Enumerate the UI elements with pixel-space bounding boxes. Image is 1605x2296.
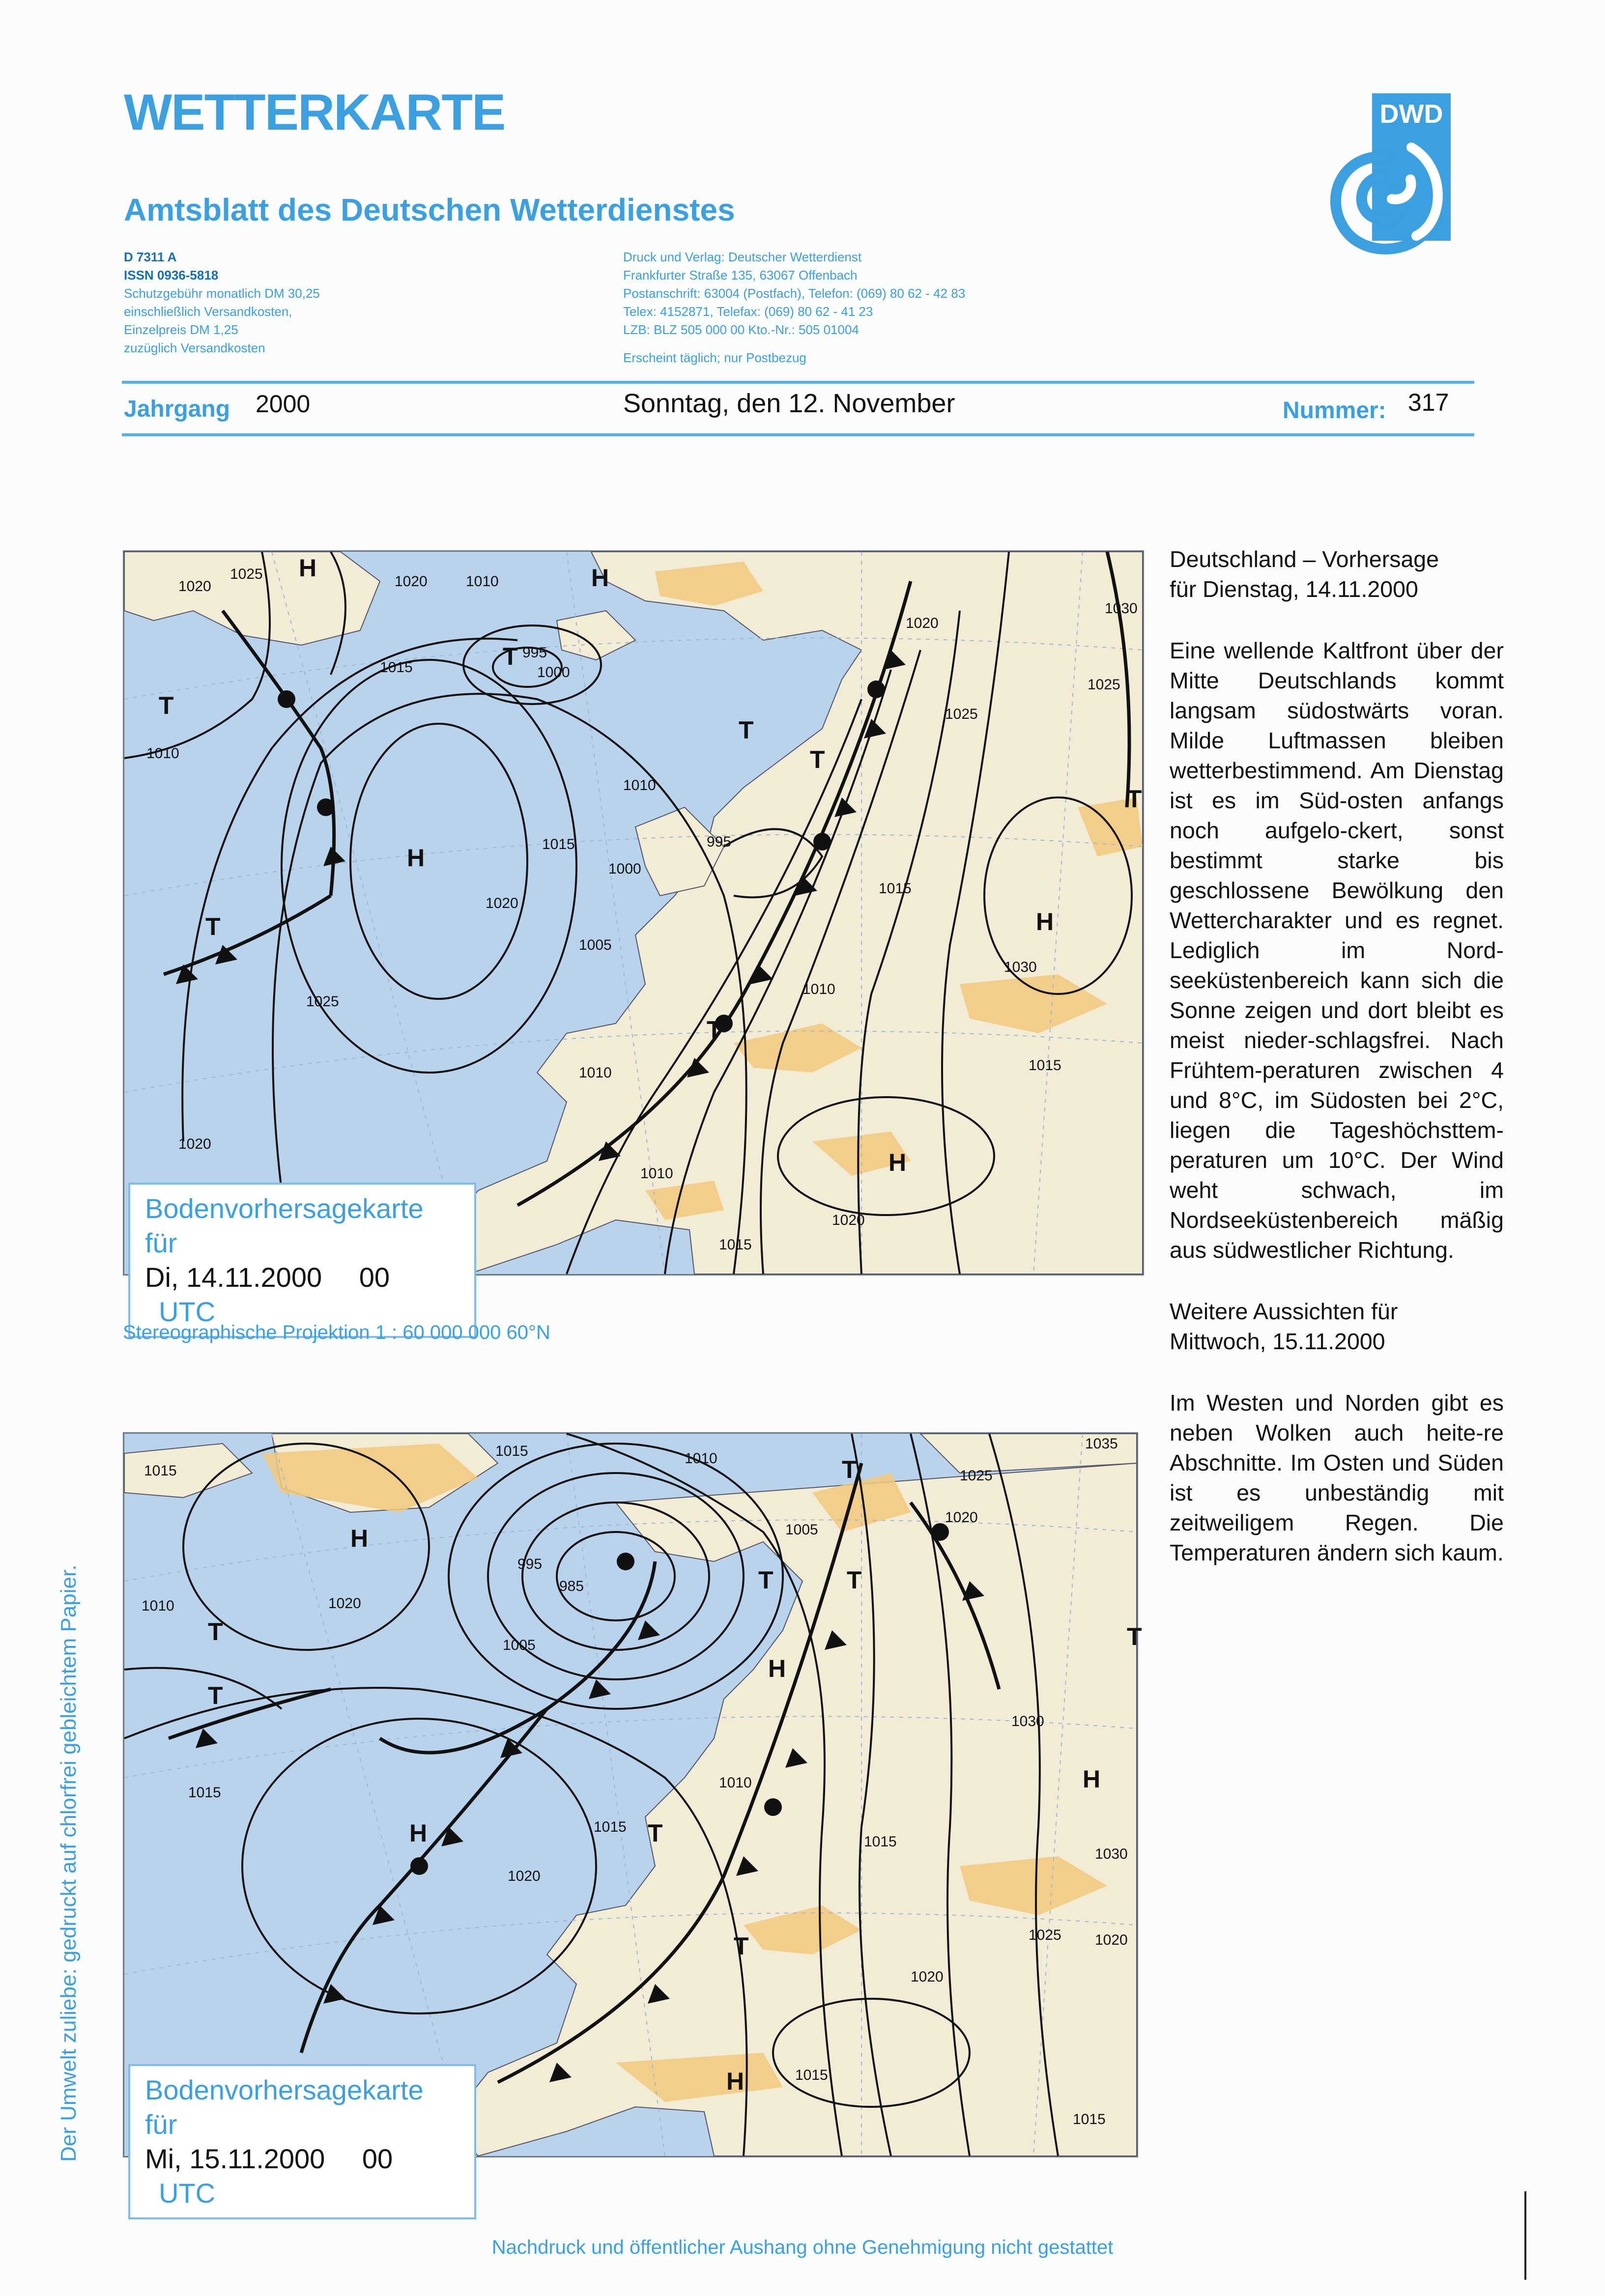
- publication-code: D 7311 A: [124, 250, 177, 264]
- isobar-value: 1025: [1029, 1927, 1061, 1943]
- fee-line: Schutzgebühr monatlich DM 30,25: [124, 286, 320, 301]
- isobar-value: 1010: [146, 745, 179, 762]
- high-pressure-label: H: [350, 1525, 369, 1552]
- isobar-value: 1015: [380, 659, 413, 676]
- publisher-line: Postanschrift: 63004 (Postfach), Telefon: (069) 80 62 - 42 83: [623, 286, 966, 301]
- header-divider: [122, 433, 1474, 436]
- isobar-value: 1025: [960, 1468, 993, 1484]
- subscription-info: [124, 248, 320, 357]
- page-title: WETTERKARTE: [124, 84, 505, 141]
- isobar-value: 1020: [178, 1136, 211, 1152]
- forecast-heading: Deutschland – Vorhersage: [1170, 546, 1439, 572]
- year-label: Jahrgang: [124, 396, 230, 422]
- isobar-value: 995: [707, 834, 732, 850]
- high-pressure-label: H: [1036, 908, 1054, 935]
- isobar-value: 1010: [579, 1065, 612, 1081]
- year-value: 2000: [256, 390, 311, 418]
- isobar-value: 1020: [832, 1212, 865, 1228]
- publisher-line: LZB: BLZ 505 000 00 Kto.-Nr.: 505 01004: [623, 322, 859, 337]
- isobar-value: 1015: [719, 1237, 752, 1253]
- isobar-value: 1010: [685, 1450, 717, 1467]
- isobar-value: 1015: [795, 2067, 828, 2083]
- isobar-value: 1020: [328, 1595, 361, 1612]
- low-pressure-label: T: [208, 1618, 223, 1645]
- forecast-text: [1170, 544, 1504, 1568]
- map-caption: [128, 1183, 476, 1338]
- issn: ISSN 0936-5818: [124, 268, 219, 283]
- isobar-value: 995: [522, 645, 547, 661]
- isobar-value: 1020: [395, 573, 428, 590]
- isobar-value: 1000: [608, 861, 641, 877]
- isobar-value: 1020: [1095, 1932, 1128, 1948]
- isobar-value: 1015: [188, 1785, 221, 1801]
- isobar-value: 1025: [1088, 677, 1120, 693]
- projection-note: Stereographische Projektion 1 : 60 000 000 60°N: [123, 1322, 550, 1343]
- isobar-value: 1020: [486, 895, 518, 911]
- land-areas: [124, 552, 1143, 1274]
- high-pressure-label: H: [407, 844, 425, 872]
- isobar-value: 1030: [1004, 959, 1037, 975]
- isobar-value: 1005: [785, 1522, 818, 1538]
- low-pressure-label: T: [707, 1016, 722, 1044]
- high-pressure-label: H: [726, 2068, 745, 2095]
- isobar-value: 985: [559, 1578, 584, 1594]
- low-pressure-label: T: [159, 692, 174, 719]
- isobar-value: 1000: [537, 664, 570, 680]
- isobar-value: 1015: [1029, 1057, 1061, 1074]
- low-pressure-label: T: [205, 913, 221, 940]
- map-caption-utc: UTC: [159, 2178, 216, 2209]
- publisher-line: Telex: 4152871, Telefax: (069) 80 62 - 41 23: [623, 304, 873, 319]
- isobar-value: 1015: [864, 1834, 897, 1850]
- low-pressure-label: T: [648, 1819, 663, 1847]
- issue-number: 317: [1408, 389, 1449, 416]
- isobar-value: 1010: [802, 981, 835, 997]
- isobar-value: 1025: [306, 993, 339, 1010]
- fee-line: Einzelpreis DM 1,25: [124, 322, 238, 337]
- high-pressure-label: H: [768, 1655, 786, 1682]
- isobar-value: 1005: [579, 937, 612, 953]
- low-pressure-label: T: [758, 1566, 774, 1594]
- isobar-value: 1035: [1085, 1436, 1118, 1452]
- low-pressure-label: T: [1127, 1623, 1142, 1650]
- low-pressure-label: T: [842, 1456, 857, 1483]
- isobar-value: 1030: [1011, 1713, 1044, 1729]
- issue-number-label: Nummer:: [1283, 397, 1386, 424]
- isobar-value: 1005: [503, 1637, 536, 1653]
- isobar-value: 1015: [1073, 2111, 1106, 2127]
- high-pressure-label: H: [591, 564, 609, 592]
- high-pressure-label: H: [1083, 1765, 1101, 1793]
- land-areas: [124, 1434, 1137, 2156]
- fee-line: zuzüglich Versandkosten: [124, 340, 265, 355]
- publication-note: Erscheint täglich; nur Postbezug: [623, 350, 806, 365]
- weather-chart: [124, 552, 1143, 1274]
- isobar-value: 1010: [719, 1775, 752, 1791]
- map-caption-utc: UTC: [159, 1296, 216, 1327]
- isobar-value: 1020: [508, 1868, 541, 1884]
- isobar-value: 1010: [640, 1165, 673, 1182]
- isobar-value: 1025: [230, 566, 263, 582]
- low-pressure-label: T: [739, 716, 754, 744]
- low-pressure-label: T: [503, 643, 518, 670]
- map-caption: [128, 2064, 476, 2219]
- isobar-value: 1030: [1095, 1846, 1128, 1862]
- map-caption-title: Bodenvorhersagekarte für: [145, 1193, 424, 1258]
- map-caption-date: Di, 14.11.2000: [145, 1262, 322, 1293]
- footer-notice: Nachdruck und öffentlicher Aushang ohne Genehmigung nicht gestattet: [491, 2237, 1114, 2258]
- isobar-value: 1015: [879, 880, 912, 897]
- dwd-logo-icon: [1313, 93, 1451, 280]
- forecast-heading: für Dienstag, 14.11.2000: [1170, 576, 1418, 602]
- header-divider: [122, 381, 1474, 384]
- outlook-body: Im Westen und Norden gibt es neben Wolken auch heite-re Abschnitte. Im Osten und Süden ist es unbeständig mit zeitweiligem Regen. Die Temperaturen ändern sich kaum.: [1170, 1390, 1504, 1565]
- isobar-value: 1015: [144, 1463, 177, 1479]
- forecast-map-tuesday: [123, 550, 1144, 1327]
- low-pressure-label: T: [847, 1566, 862, 1594]
- page-subtitle: Amtsblatt des Deutschen Wetterdienstes: [124, 192, 735, 227]
- high-pressure-label: H: [888, 1149, 907, 1176]
- outlook-heading: Weitere Aussichten für: [1170, 1299, 1398, 1324]
- outlook-heading: Mittwoch, 15.11.2000: [1170, 1329, 1385, 1354]
- map-caption-time: 00: [362, 2143, 393, 2174]
- isobar-value: 1015: [495, 1443, 528, 1459]
- low-pressure-label: T: [1127, 785, 1142, 813]
- map-caption-date: Mi, 15.11.2000: [145, 2143, 325, 2174]
- publisher-info: [623, 248, 965, 367]
- isobar-value: 1015: [542, 836, 575, 852]
- isobar-value: 1020: [178, 578, 211, 595]
- low-pressure-label: T: [734, 1932, 749, 1960]
- isobar-value: 1020: [911, 1969, 944, 1985]
- isobar-value: 1030: [1105, 600, 1138, 617]
- isobar-value: 1020: [906, 615, 939, 631]
- map-caption-title: Bodenvorhersagekarte für: [145, 2074, 424, 2140]
- forecast-body: Eine wellende Kaltfront über der Mitte Deutschlands kommt langsam südostwärts voran. Milde Luftmassen bleiben wetterbestimmend. Am Dienstag ist es im Süd-osten anfangs noch aufgelo-ckert, sonst bestimmt starke bis geschlossene Bewölkung den Wettercharakter und es regnet. Lediglich im Nord-seeküstenbereich kann sich die Sonne zeigen und dort bleibt es meist nieder-schlagsfrei. Nach Frühtem-peraturen zwischen 4 und 8°C, im Südosten bei 2°C, liegen die Tageshöchsttem-peraturen um 10°C. Der Wind weht schwach, im Nordseeküstenbereich mäßig aus südwestlicher Richtung.: [1170, 638, 1504, 1263]
- high-pressure-label: H: [299, 554, 317, 582]
- paper-notice: Der Umwelt zuliebe: gedruckt auf chlorfrei gebleichtem Papier.: [57, 1564, 81, 2162]
- publisher-line: Frankfurter Straße 135, 63067 Offenbach: [623, 268, 858, 283]
- isobar-value: 1010: [142, 1598, 174, 1614]
- isobar-value: 1010: [623, 777, 656, 794]
- isobar-value: 1015: [594, 1819, 627, 1835]
- isobar-value: 995: [517, 1556, 543, 1572]
- isobar-value: 1010: [466, 573, 499, 590]
- margin-mark: [1524, 2191, 1526, 2280]
- weather-chart: [124, 1434, 1142, 2156]
- logo-text: DWD: [1379, 99, 1443, 129]
- high-pressure-label: H: [409, 1819, 428, 1847]
- low-pressure-label: T: [208, 1682, 223, 1709]
- issue-date: Sonntag, den 12. November: [623, 389, 955, 418]
- low-pressure-label: T: [810, 746, 825, 773]
- isobar-value: 1025: [945, 706, 978, 722]
- forecast-map-wednesday: [123, 1432, 1142, 2209]
- map-caption-time: 00: [359, 1262, 390, 1293]
- isobar-value: 1020: [945, 1509, 978, 1526]
- publisher-line: Druck und Verlag: Deutscher Wetterdienst: [623, 250, 862, 264]
- fee-line: einschließlich Versandkosten,: [124, 304, 292, 319]
